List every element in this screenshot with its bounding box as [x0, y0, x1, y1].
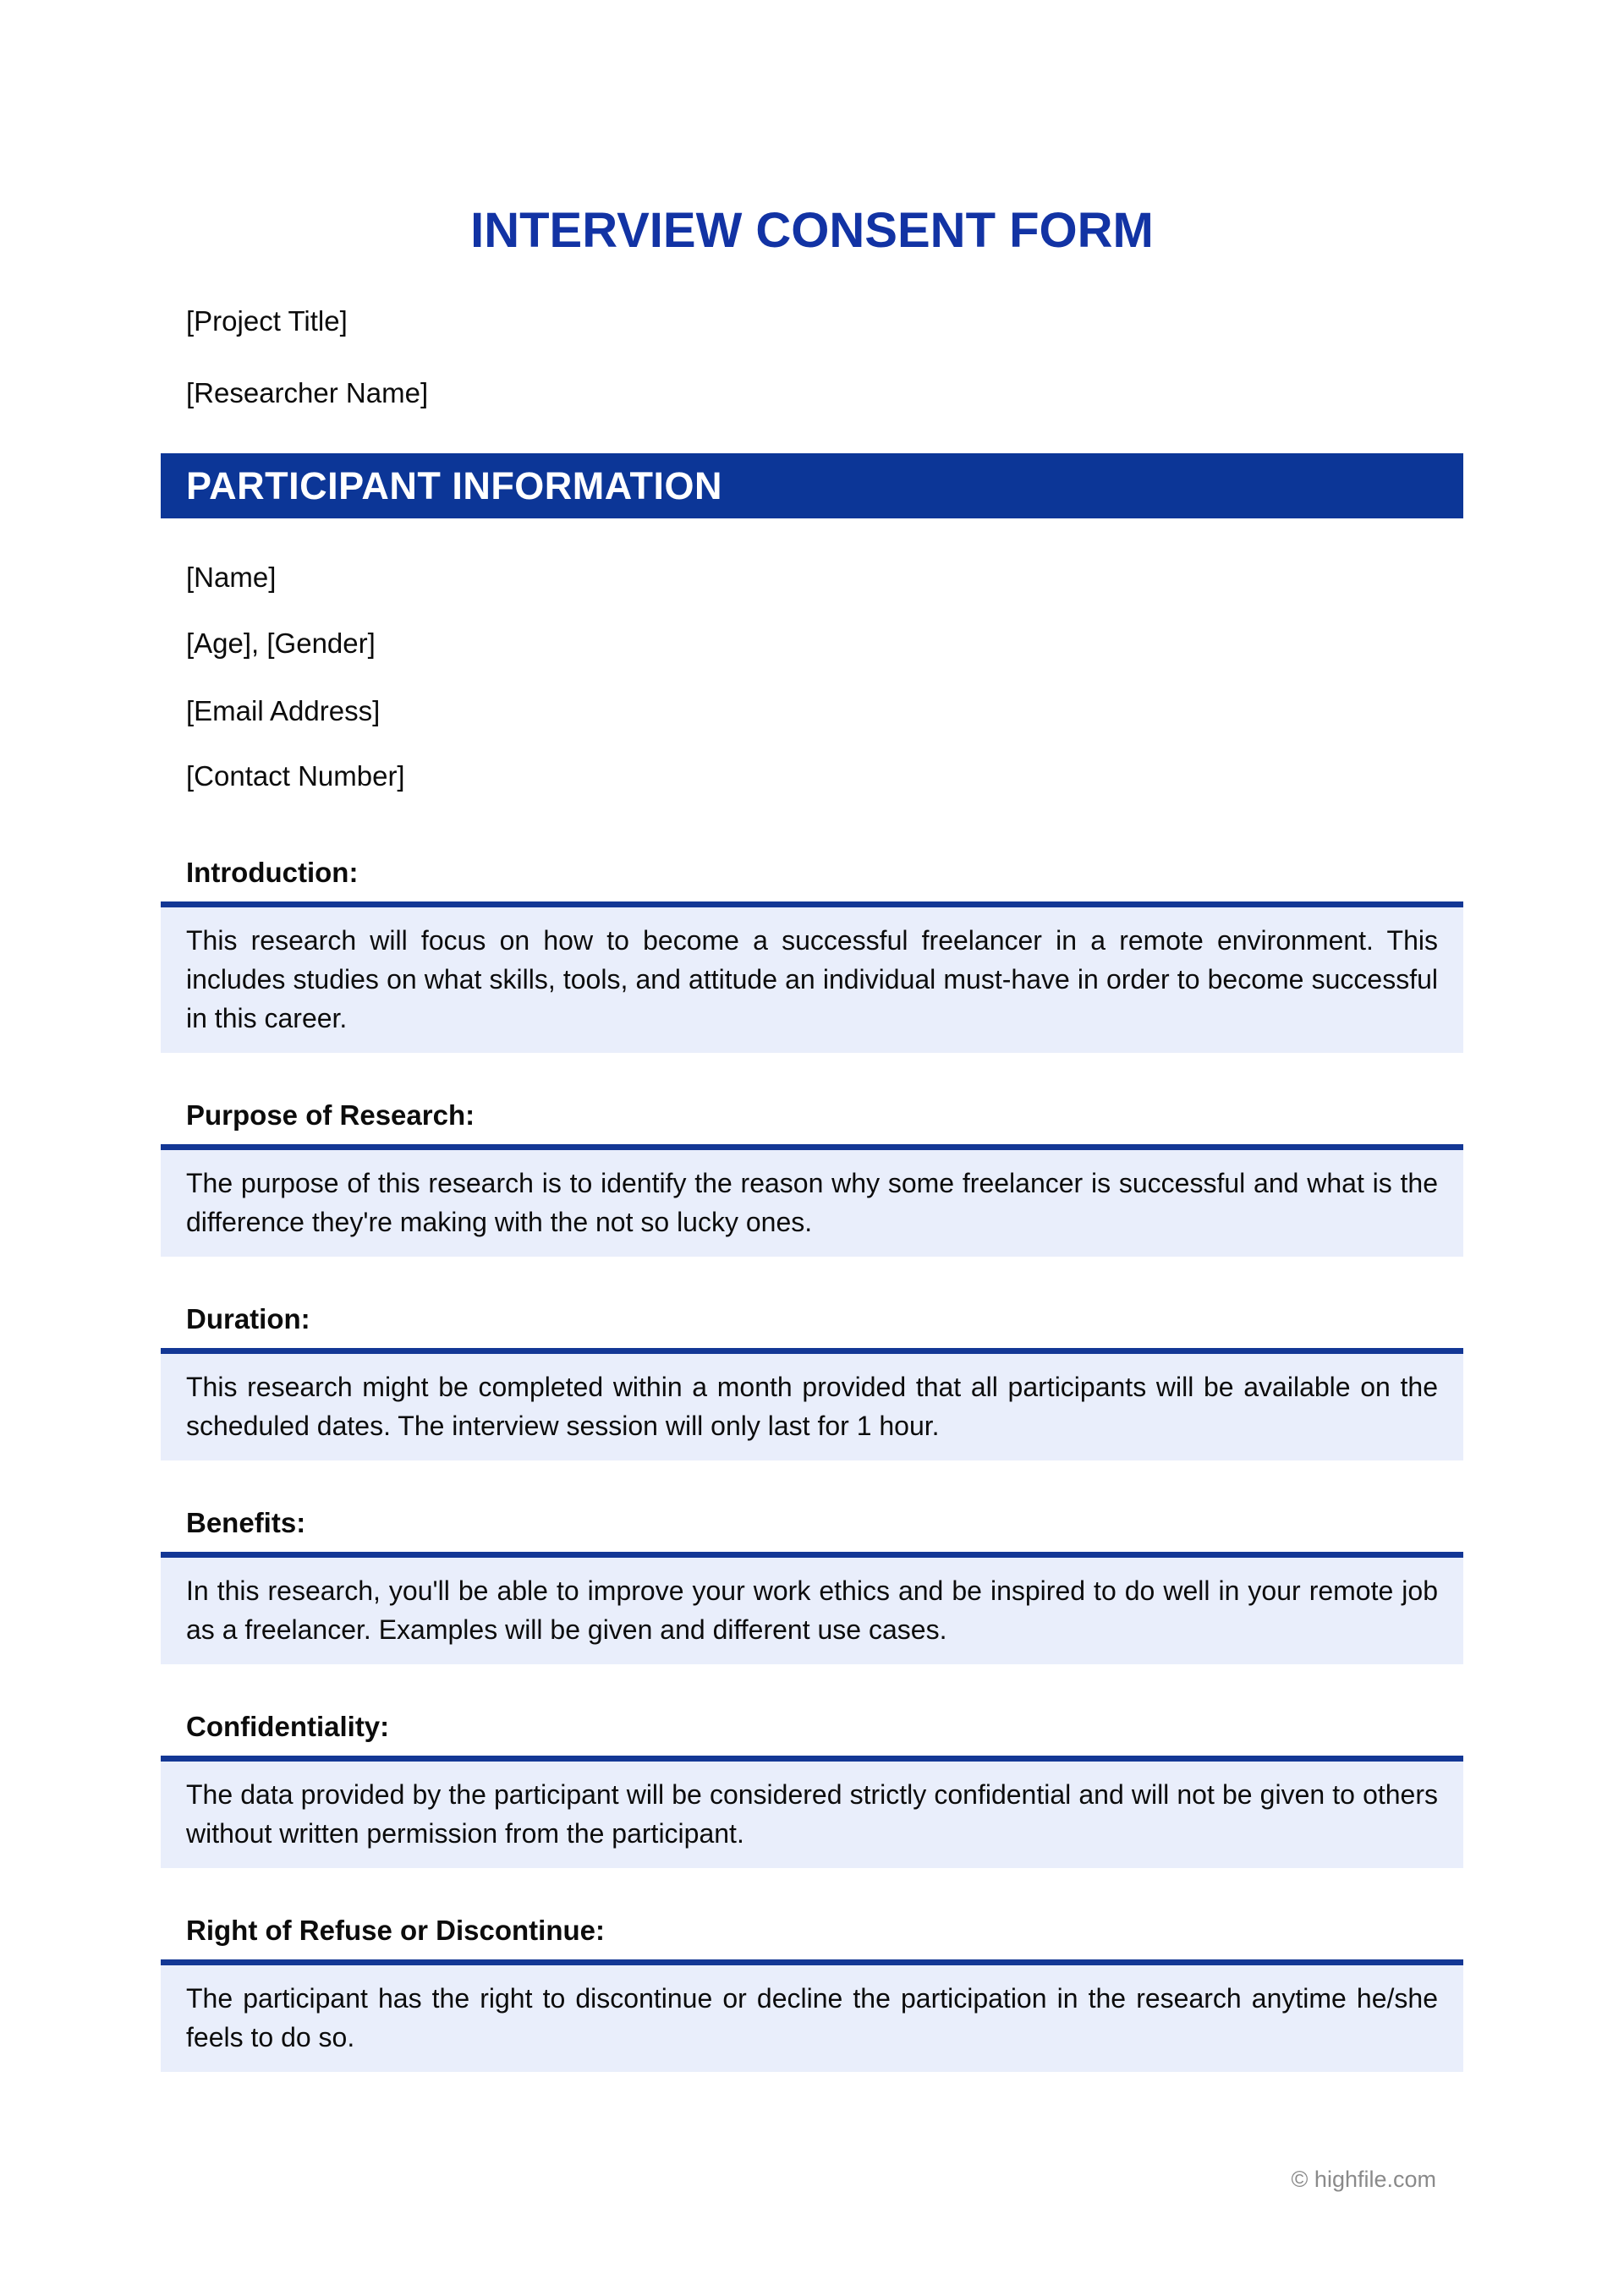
researcher-name-placeholder: [Researcher Name] [186, 377, 429, 408]
project-title-placeholder: [Project Title] [186, 305, 348, 337]
contact-number-placeholder: [Contact Number] [186, 760, 405, 792]
section-heading-duration: Duration: [186, 1303, 310, 1334]
name-placeholder: [Name] [186, 562, 277, 593]
section-body-right-of-refuse: The participant has the right to discontinue or decline the participation in the research anytime he/she feels to do so. [186, 1983, 1438, 2052]
section-body-duration: This research might be completed within a month provided that all participants will be available on the scheduled dates. The interview session will only last for 1 hour. [186, 1372, 1438, 1441]
section-body-confidentiality: The data provided by the participant will be considered strictly confidential and will not be given to others without written permission from the participant. [186, 1779, 1438, 1849]
section-box-purpose-of-research [161, 1144, 1463, 1257]
footer-credit: © highfile.com [1291, 2167, 1436, 2192]
age-gender-placeholder: [Age], [Gender] [186, 627, 376, 659]
participant-information-banner-label: PARTICIPANT INFORMATION [186, 463, 722, 507]
page-title: INTERVIEW CONSENT FORM [470, 203, 1154, 258]
email-address-placeholder: [Email Address] [186, 695, 381, 726]
section-heading-right-of-refuse: Right of Refuse or Discontinue: [186, 1915, 605, 1946]
section-box-duration [161, 1348, 1463, 1460]
section-heading-confidentiality: Confidentiality: [186, 1711, 390, 1742]
participant-information-banner [161, 453, 1463, 518]
section-body-benefits: In this research, you'll be able to improve your work ethics and be inspired to do well in your remote job as a freelancer. Examples will be given and different use cases. [186, 1575, 1438, 1645]
section-box-confidentiality [161, 1756, 1463, 1868]
section-heading-purpose-of-research: Purpose of Research: [186, 1099, 475, 1131]
section-box-benefits [161, 1552, 1463, 1664]
section-heading-introduction: Introduction: [186, 857, 359, 888]
section-body-introduction: This research will focus on how to become a successful freelancer in a remote environment. This includes studies on what skills, tools, and attitude an individual must-have in order to become successful in this career. [186, 925, 1438, 1033]
section-box-introduction [161, 901, 1463, 1053]
section-body-purpose-of-research: The purpose of this research is to identify the reason why some freelancer is successful and what is the difference they're making with the not so lucky ones. [186, 1168, 1438, 1237]
section-box-right-of-refuse [161, 1959, 1463, 2072]
section-heading-benefits: Benefits: [186, 1507, 306, 1538]
